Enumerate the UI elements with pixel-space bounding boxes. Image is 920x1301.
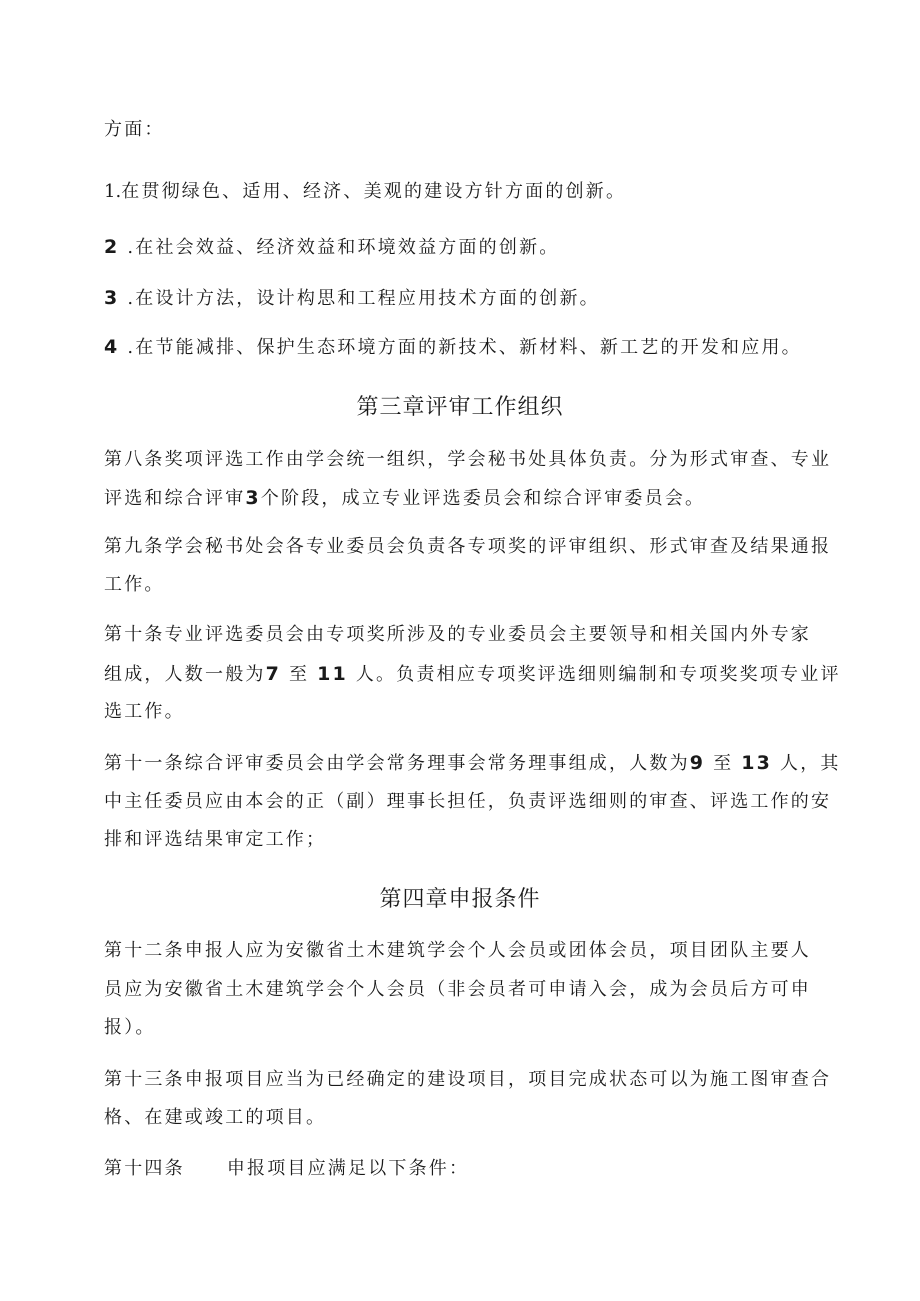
article10-line1: 第十条专业评选委员会由专项奖所涉及的专业委员会主要领导和相关国内外专家 — [104, 624, 811, 645]
number: 13 — [741, 752, 773, 774]
text-segment: 申报项目应满足以下条件： — [226, 1158, 470, 1179]
chapter4-heading: 第四章申报条件 — [379, 887, 541, 912]
text-segment: 评选和综合评审 — [104, 488, 246, 509]
number: 11 — [317, 663, 348, 685]
list-number: 1. — [104, 181, 122, 202]
text-segment: 至 — [713, 753, 734, 774]
article13-line1: 第十三条申报项目应当为已经确定的建设项目，项目完成状态可以为施工图审查合 — [104, 1069, 832, 1090]
article14-line1 — [104, 1151, 824, 1187]
list-item-2 — [104, 229, 824, 266]
text-segment: 第十一条综合评审委员会由学会常务理事会常务理事组成，人数为 — [104, 753, 690, 774]
list-text: .在社会效益、经济效益和环境效益方面的创新。 — [119, 237, 560, 258]
list-number: 3 — [104, 287, 120, 309]
list-item-3 — [104, 280, 824, 317]
article8-line1: 第八条奖项评选工作由学会统一组织，学会秘书处具体负责。分为形式审查、专业 — [104, 449, 832, 470]
article10-line3: 选工作。 — [104, 701, 185, 722]
article10-line2 — [104, 656, 841, 693]
text-segment: 组成，人数一般为 — [104, 664, 266, 685]
article11-line3: 排和评选结果审定工作； — [104, 829, 327, 850]
number: 9 — [689, 752, 706, 774]
text-segment: 人，其 — [780, 753, 841, 774]
list-text: 在贯彻绿色、适用、经济、美观的建设方针方面的创新。 — [121, 181, 627, 202]
article11-line1 — [104, 745, 841, 782]
list-number: 2 — [104, 236, 120, 258]
article12-line2: 员应为安徽省土木建筑学会个人会员（非会员者可申请入会，成为会员后方可申 — [104, 979, 811, 1000]
number: 3 — [245, 487, 261, 509]
article-label: 第十四条 — [104, 1158, 185, 1179]
text-segment: 人。负责相应专项奖评选细则编制和专项奖奖项专业评 — [355, 664, 841, 685]
list-item-4 — [104, 329, 824, 366]
article9-line2: 工作。 — [104, 574, 165, 595]
chapter3-heading: 第三章评审工作组织 — [356, 395, 564, 420]
article12-line1: 第十二条申报人应为安徽省土木建筑学会个人会员或团体会员，项目团队主要人 — [104, 940, 811, 961]
article13-line2: 格、在建或竣工的项目。 — [104, 1107, 327, 1128]
number: 7 — [265, 663, 282, 685]
text-segment: 个阶段，成立专业评选委员会和综合评审委员会。 — [260, 488, 706, 509]
list-item-1 — [104, 174, 824, 210]
article8-line2 — [104, 480, 824, 517]
intro-text: 方面： — [104, 119, 165, 140]
list-text: .在设计方法，设计构思和工程应用技术方面的创新。 — [119, 288, 600, 309]
text-segment: 至 — [288, 664, 310, 685]
article11-line2: 中主任委员应由本会的正（副）理事长担任，负责评选细则的审查、评选工作的安 — [104, 791, 832, 812]
list-text: .在节能减排、保护生态环境方面的新技术、新材料、新工艺的开发和应用。 — [119, 337, 802, 358]
article12-line3: 报）。 — [104, 1017, 156, 1038]
list-number: 4 — [104, 336, 120, 358]
article9-line1: 第九条学会秘书处会各专业委员会负责各专项奖的评审组织、形式审查及结果通报 — [104, 536, 832, 557]
